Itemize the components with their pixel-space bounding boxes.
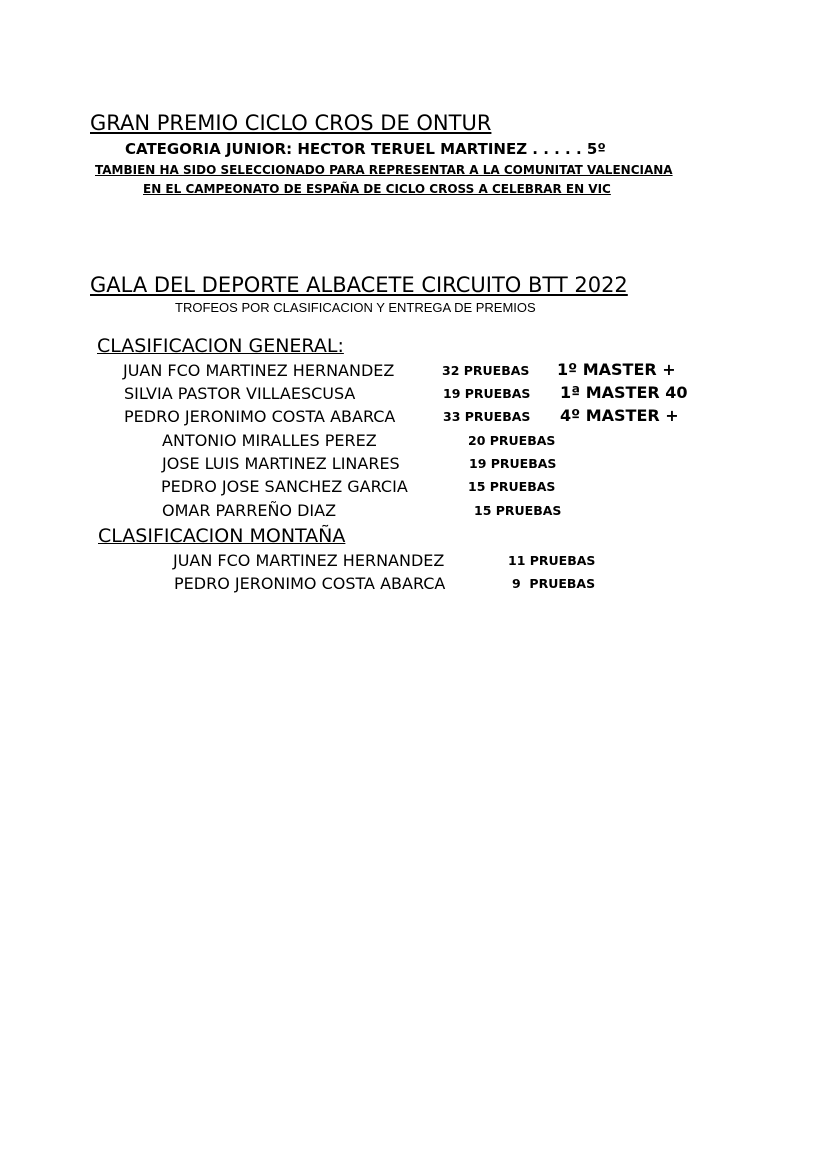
- general-row-pruebas: 15 PRUEBAS: [468, 479, 556, 494]
- general-row-rank: 4º MASTER +: [560, 406, 679, 425]
- general-row-pruebas: 19 PRUEBAS: [469, 456, 557, 471]
- section-subtitle: TROFEOS POR CLASIFICACION Y ENTREGA DE PREMIOS: [175, 300, 536, 315]
- general-row-name: PEDRO JOSE SANCHEZ GARCIA: [161, 477, 408, 496]
- general-row-rank: 1ª MASTER 40: [560, 383, 688, 402]
- general-row-pruebas: 32 PRUEBAS: [442, 363, 530, 378]
- section-title: GRAN PREMIO CICLO CROS DE ONTUR: [90, 111, 492, 135]
- mountain-row-name: PEDRO JERONIMO COSTA ABARCA: [174, 574, 446, 593]
- general-row-name: JUAN FCO MARTINEZ HERNANDEZ: [123, 361, 395, 380]
- general-row-pruebas: 19 PRUEBAS: [443, 386, 531, 401]
- general-row-name: PEDRO JERONIMO COSTA ABARCA: [124, 407, 396, 426]
- general-row-pruebas: 20 PRUEBAS: [468, 433, 556, 448]
- mountain-row-pruebas: 9 PRUEBAS: [512, 576, 596, 591]
- section-title: GALA DEL DEPORTE ALBACETE CIRCUITO BTT 2022: [90, 273, 628, 297]
- general-row-name: JOSE LUIS MARTINEZ LINARES: [162, 454, 400, 473]
- mountain-classification-heading: CLASIFICACION MONTAÑA: [98, 525, 346, 547]
- general-row-rank: 1º MASTER +: [557, 360, 676, 379]
- selection-note-line-2: EN EL CAMPEONATO DE ESPAÑA DE CICLO CROSS A CELEBRAR EN VIC: [143, 182, 611, 196]
- general-row-pruebas: 15 PRUEBAS: [474, 503, 562, 518]
- general-classification-heading: CLASIFICACION GENERAL:: [97, 335, 344, 357]
- mountain-row-name: JUAN FCO MARTINEZ HERNANDEZ: [173, 551, 445, 570]
- general-row-pruebas: 33 PRUEBAS: [443, 409, 531, 424]
- general-row-name: SILVIA PASTOR VILLAESCUSA: [124, 384, 356, 403]
- mountain-row-pruebas: 11 PRUEBAS: [508, 553, 596, 568]
- general-row-name: OMAR PARREÑO DIAZ: [162, 501, 337, 520]
- selection-note-line-1: TAMBIEN HA SIDO SELECCIONADO PARA REPRESENTAR A LA COMUNITAT VALENCIANA: [95, 163, 673, 177]
- general-row-name: ANTONIO MIRALLES PEREZ: [162, 431, 377, 450]
- category-result: CATEGORIA JUNIOR: HECTOR TERUEL MARTINEZ . . . . . 5º: [125, 140, 606, 158]
